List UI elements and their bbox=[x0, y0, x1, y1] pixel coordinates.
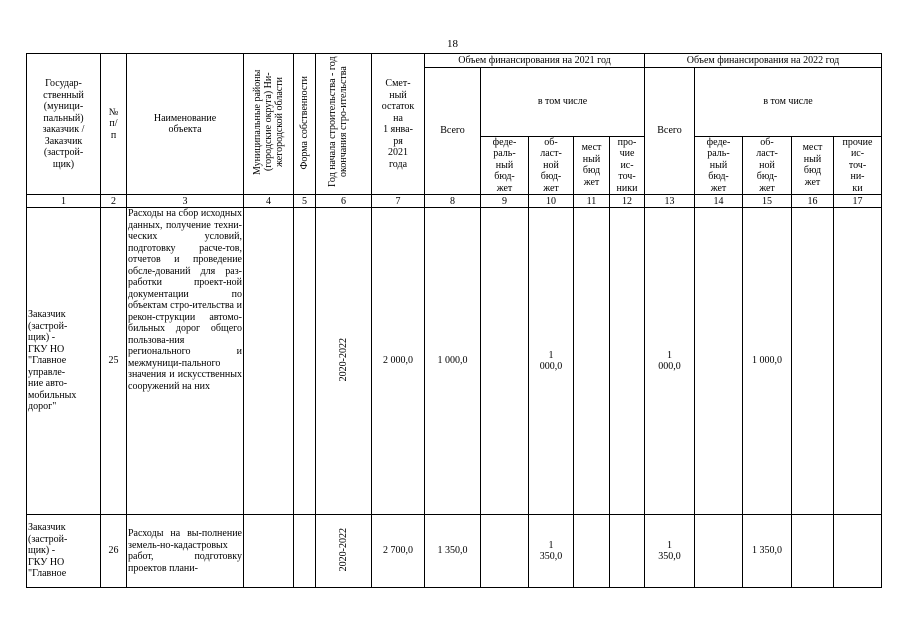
cell-total-2021: 1 350,0 bbox=[425, 515, 481, 588]
header-total-2021: Всего bbox=[425, 68, 481, 195]
cell-remaining: 2 000,0 bbox=[372, 208, 425, 515]
financing-table bbox=[26, 53, 882, 588]
cell-years bbox=[316, 515, 372, 588]
cell-number: 25 bbox=[101, 208, 127, 515]
column-number: 4 bbox=[244, 195, 294, 208]
header-incl-2021: в том числе bbox=[481, 68, 645, 137]
column-number: 9 bbox=[481, 195, 529, 208]
cell-other-2022 bbox=[834, 208, 882, 515]
cell-other-2022 bbox=[834, 515, 882, 588]
header-district bbox=[244, 54, 294, 195]
header-total-2022: Всего bbox=[645, 68, 695, 195]
cell-customer: Заказчик (застрой- щик) - ГКУ НО "Главное управле- ние авто- мобильных дорог" bbox=[27, 208, 101, 515]
header-incl-2022: в том числе bbox=[695, 68, 882, 137]
column-number: 17 bbox=[834, 195, 882, 208]
column-number-row bbox=[27, 195, 882, 208]
cell-total-2021: 1 000,0 bbox=[425, 208, 481, 515]
header-local-2022: мест ный бюд жет bbox=[792, 136, 834, 195]
cell-other-2021 bbox=[610, 208, 645, 515]
cell-object-name: Расходы на сбор исходных данных, получение техни-ческих условий, подготовку расче-тов, отчетов и проведение обсле-дований для раз-работки проект-ной документации по объектам стро-ительства и рекон-струкции автомо-бильных дорог общего пользова-ния регионального и межмуници-пального значения и искусственных сооружений на них bbox=[127, 208, 244, 515]
column-number: 5 bbox=[294, 195, 316, 208]
cell-customer: Заказчик (застрой- щик) - ГКУ НО "Главное bbox=[27, 515, 101, 588]
header-fin-2021: Объем финансирования на 2021 год bbox=[425, 54, 645, 68]
header-ownership bbox=[294, 54, 316, 195]
header-other-2022: прочие ис- точ- ни- ки bbox=[834, 136, 882, 195]
column-number: 11 bbox=[574, 195, 610, 208]
column-number: 16 bbox=[792, 195, 834, 208]
header-fin-2022: Объем финансирования на 2022 год bbox=[645, 54, 882, 68]
cell-other-2021 bbox=[610, 515, 645, 588]
column-number: 15 bbox=[743, 195, 792, 208]
header-ownership-text: Форма собственности bbox=[299, 75, 310, 169]
cell-years-text: 2020-2022 bbox=[338, 337, 349, 381]
header-customer: Государ- ственный (муници- пальный) заказчик / Заказчик (застрой- щик) bbox=[27, 54, 101, 195]
cell-years-text: 2020-2022 bbox=[338, 527, 349, 571]
cell-district bbox=[244, 208, 294, 515]
cell-total-2022: 1 350,0 bbox=[645, 515, 695, 588]
header-number: № п/ п bbox=[101, 54, 127, 195]
cell-federal-2021 bbox=[481, 515, 529, 588]
header-federal-2021: феде- раль- ный бюд- жет bbox=[481, 136, 529, 195]
cell-federal-2022 bbox=[695, 515, 743, 588]
column-number: 8 bbox=[425, 195, 481, 208]
cell-remaining: 2 700,0 bbox=[372, 515, 425, 588]
cell-local-2022 bbox=[792, 208, 834, 515]
cell-federal-2021 bbox=[481, 208, 529, 515]
column-number: 12 bbox=[610, 195, 645, 208]
header-object-name: Наименование объекта bbox=[127, 54, 244, 195]
table-row bbox=[27, 515, 882, 588]
cell-years bbox=[316, 208, 372, 515]
header-years bbox=[316, 54, 372, 195]
cell-district bbox=[244, 515, 294, 588]
cell-number: 26 bbox=[101, 515, 127, 588]
header-local-2021: мест ный бюд жет bbox=[574, 136, 610, 195]
cell-local-2021 bbox=[574, 208, 610, 515]
cell-federal-2022 bbox=[695, 208, 743, 515]
cell-regional-2021: 1 000,0 bbox=[529, 208, 574, 515]
header-regional-2022: об- ласт- ной бюд- жет bbox=[743, 136, 792, 195]
header-other-2021: про- чие ис- точ- ники bbox=[610, 136, 645, 195]
header-years-text: Год начала строительства - год окончания стро-ительства bbox=[326, 56, 349, 188]
cell-object-name: Расходы на вы-полнение земель-но-кадастровых работ, подготовку проектов плани- bbox=[127, 515, 244, 588]
column-number: 2 bbox=[101, 195, 127, 208]
table-row bbox=[27, 208, 882, 515]
column-number: 3 bbox=[127, 195, 244, 208]
column-number: 10 bbox=[529, 195, 574, 208]
cell-regional-2021: 1 350,0 bbox=[529, 515, 574, 588]
column-number: 13 bbox=[645, 195, 695, 208]
cell-regional-2022: 1 000,0 bbox=[743, 208, 792, 515]
column-number: 6 bbox=[316, 195, 372, 208]
column-number: 7 bbox=[372, 195, 425, 208]
cell-ownership bbox=[294, 208, 316, 515]
header-federal-2022: феде- раль- ный бюд- жет bbox=[695, 136, 743, 195]
column-number: 14 bbox=[695, 195, 743, 208]
cell-local-2022 bbox=[792, 515, 834, 588]
cell-regional-2022: 1 350,0 bbox=[743, 515, 792, 588]
cell-ownership bbox=[294, 515, 316, 588]
header-regional-2021: об- ласт- ной бюд- жет bbox=[529, 136, 574, 195]
header-district-text: Муниципальные районы (городские округа) Ни-жегородской области bbox=[251, 69, 285, 175]
header-remaining: Смет- ный остаток на 1 янва- ря 2021 года bbox=[372, 54, 425, 195]
cell-total-2022: 1 000,0 bbox=[645, 208, 695, 515]
page-number: 18 bbox=[447, 38, 458, 50]
column-number: 1 bbox=[27, 195, 101, 208]
cell-local-2021 bbox=[574, 515, 610, 588]
